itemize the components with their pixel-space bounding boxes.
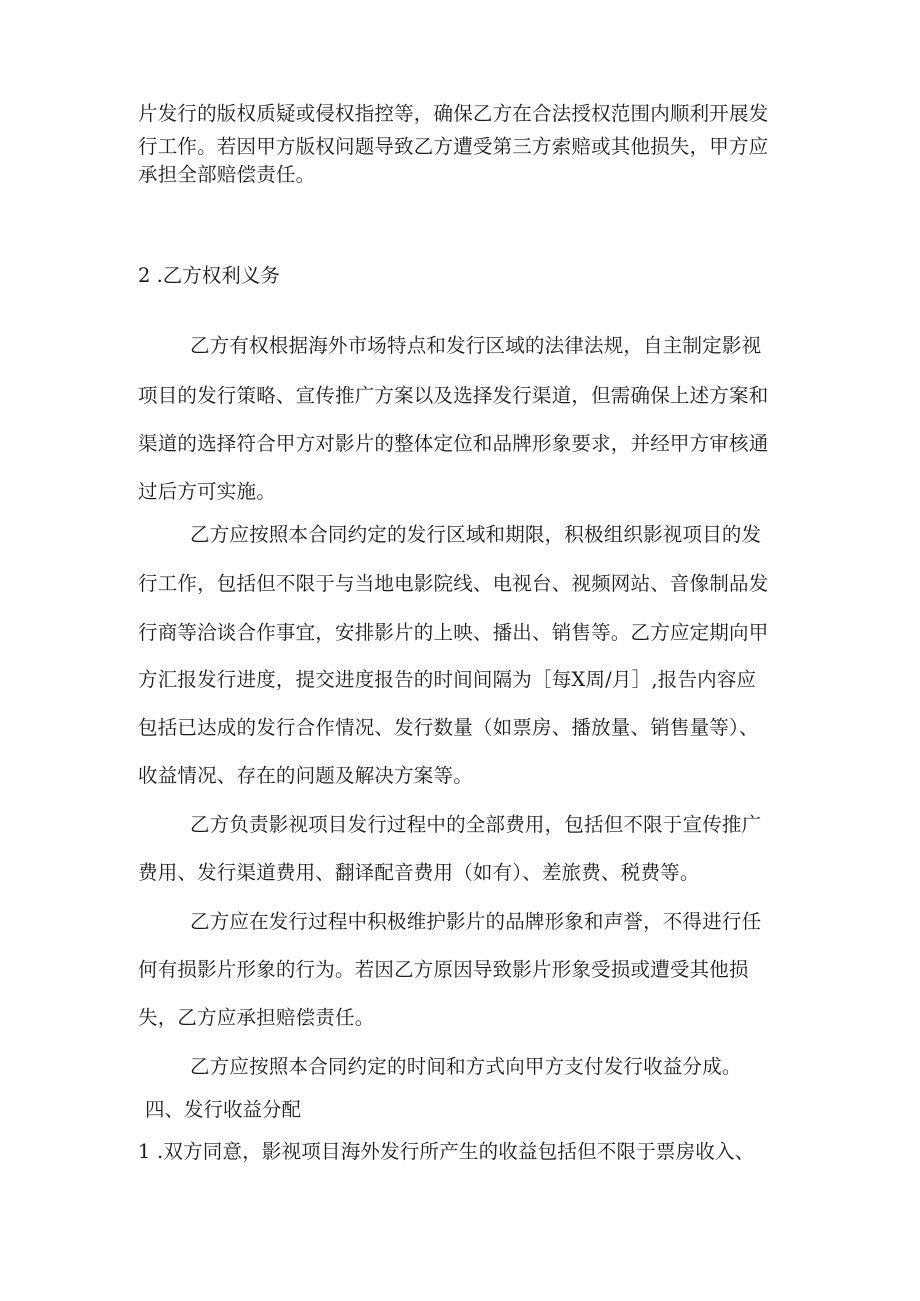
- text-line: 乙方负责影视项目发行过程中的全部费用，包括但不限于宣传推广: [190, 813, 762, 836]
- text-line: 包括已达成的发行合作情况、发行数量（如票房、播放量、销售量等）、: [138, 716, 759, 739]
- text-line: 项目的发行策略、宣传推广方案以及选择发行渠道，但需确保上述方案和: [138, 384, 769, 407]
- text-line: 方汇报发行进度，提交进度报告的时间间隔为［每X周/月］,报告内容应: [138, 668, 757, 691]
- text-line: 失，乙方应承担赔偿责任。: [138, 1006, 375, 1029]
- section-heading: 2 .乙方权利义务: [138, 264, 280, 287]
- text-line: 片发行的版权质疑或侵权指控等，确保乙方在合法授权范围内顺利开展发: [138, 102, 769, 125]
- text-line: 承担全部赔偿责任。: [138, 163, 316, 186]
- text-line: 行工作。若因甲方版权问题导致乙方遭受第三方索赔或其他损失，甲方应: [138, 135, 769, 158]
- text-line: 过后方可实施。: [138, 480, 276, 503]
- text-line: 乙方有权根据海外市场特点和发行区域的法律法规，自主制定影视: [190, 334, 762, 357]
- text-line: 渠道的选择符合甲方对影片的整体定位和品牌形象要求，并经甲方审核通: [138, 432, 769, 455]
- text-line: 乙方应在发行过程中积极维护影片的品牌形象和声誉，不得进行任: [190, 910, 762, 933]
- text-line: 费用、发行渠道费用、翻译配音费用（如有）、差旅费、税费等。: [138, 861, 700, 884]
- text-line: 何有损影片形象的行为。若因乙方原因导致影片形象受损或遭受其他损: [138, 958, 749, 981]
- text-line: 收益情况、存在的问题及解决方案等。: [138, 764, 473, 787]
- text-line: 1 .双方同意，影视项目海外发行所产生的收益包括但不限于票房收入、: [138, 1140, 755, 1163]
- text-line: 乙方应按照本合同约定的时间和方式向甲方支付发行收益分成。: [190, 1055, 742, 1078]
- section-heading: 四、发行收益分配: [145, 1098, 302, 1121]
- text-line: 乙方应按照本合同约定的发行区域和期限，积极组织影视项目的发: [190, 523, 762, 546]
- text-line: 行工作，包括但不限于与当地电影院线、电视台、视频网站、音像制品发: [138, 572, 769, 595]
- text-line: 行商等洽谈合作事宜，安排影片的上映、播出、销售等。乙方应定期向甲: [138, 621, 769, 644]
